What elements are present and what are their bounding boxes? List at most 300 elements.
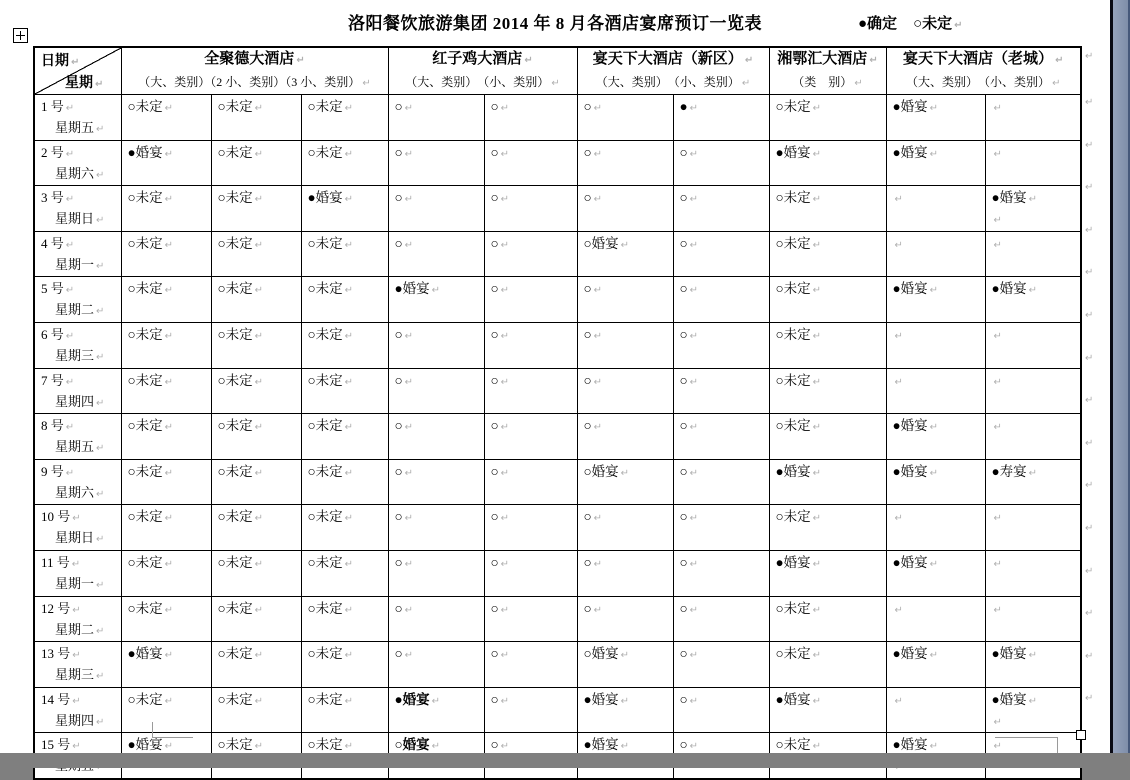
date-cell[interactable] xyxy=(34,459,121,505)
booking-cell[interactable] xyxy=(211,505,301,551)
hotel-name: 湘鄂汇大酒店 ↵ xyxy=(777,51,878,67)
booking-cell[interactable] xyxy=(301,596,388,642)
booking-cell[interactable] xyxy=(886,186,985,232)
booking-cell[interactable] xyxy=(769,505,886,551)
booking-status xyxy=(491,325,574,346)
booking-status xyxy=(584,143,670,164)
booking-cell[interactable] xyxy=(769,687,886,733)
booking-status xyxy=(776,97,883,118)
date-week-corner-header[interactable] xyxy=(34,47,121,95)
date-week: 星期二 ↵ xyxy=(55,621,105,637)
booking-status xyxy=(395,97,481,118)
booking-status xyxy=(218,644,298,665)
date-cell[interactable] xyxy=(34,550,121,596)
booking-status xyxy=(776,234,883,255)
booking-status xyxy=(680,325,766,346)
booking-status xyxy=(128,325,208,346)
booking-cell[interactable] xyxy=(211,95,301,141)
paragraph-mark: ↵ xyxy=(65,103,75,114)
booking-cell[interactable] xyxy=(577,687,673,733)
booking-status-text: ○未定 xyxy=(775,99,811,114)
booking-cell[interactable] xyxy=(301,459,388,505)
paragraph-mark: ↵ xyxy=(500,650,510,662)
booking-cell[interactable] xyxy=(121,505,211,551)
booking-cell[interactable] xyxy=(886,505,985,551)
paragraph-mark: ↵ xyxy=(929,650,939,662)
booking-cell[interactable] xyxy=(886,231,985,277)
booking-cell[interactable] xyxy=(985,322,1081,368)
booking-status xyxy=(680,599,766,620)
booking-cell[interactable] xyxy=(769,186,886,232)
booking-status xyxy=(308,97,385,118)
booking-cell[interactable] xyxy=(886,322,985,368)
paragraph-mark: ↵ xyxy=(254,422,264,434)
booking-status-text: ●婚宴 xyxy=(775,463,811,479)
booking-cell[interactable] xyxy=(301,231,388,277)
paragraph-mark: ↵ xyxy=(500,148,510,160)
booking-cell[interactable] xyxy=(985,596,1081,642)
booking-status-text: ○未定 xyxy=(127,691,163,707)
booking-cell[interactable] xyxy=(577,186,673,232)
paragraph-mark: ↵ xyxy=(812,103,822,114)
vertical-scrollbar[interactable] xyxy=(1110,0,1130,753)
booking-cell[interactable] xyxy=(673,687,769,733)
hotel-header[interactable] xyxy=(769,47,886,95)
booking-cell[interactable] xyxy=(673,414,769,460)
paragraph-mark: ↵ xyxy=(993,513,1002,525)
date-day: 5 号 ↵ xyxy=(41,281,75,297)
booking-cell[interactable] xyxy=(985,231,1081,277)
hotel-name: 宴天下大酒店（新区） ↵ xyxy=(592,51,754,67)
booking-cell[interactable] xyxy=(388,186,484,232)
booking-status-text: ●婚宴 xyxy=(991,281,1027,297)
booking-cell[interactable] xyxy=(985,368,1081,414)
booking-cell[interactable] xyxy=(985,277,1081,323)
booking-status xyxy=(128,644,208,665)
paragraph-mark: ↵ xyxy=(344,513,354,525)
paragraph-mark: ↵ xyxy=(929,285,939,297)
booking-cell[interactable] xyxy=(577,95,673,141)
paragraph-mark: ↵ xyxy=(1085,51,1094,62)
booking-cell[interactable] xyxy=(673,277,769,323)
booking-cell[interactable] xyxy=(769,414,886,460)
booking-status xyxy=(893,325,982,346)
booking-cell[interactable] xyxy=(211,231,301,277)
booking-status-text: ○未定 xyxy=(127,190,163,206)
paragraph-mark: ↵ xyxy=(96,488,105,500)
booking-cell[interactable] xyxy=(211,277,301,323)
booking-cell[interactable] xyxy=(388,277,484,323)
booking-cell[interactable] xyxy=(769,368,886,414)
booking-cell[interactable] xyxy=(769,550,886,596)
booking-cell[interactable] xyxy=(769,231,886,277)
booking-cell[interactable] xyxy=(673,140,769,186)
booking-status xyxy=(395,143,481,164)
booking-cell[interactable] xyxy=(211,687,301,733)
booking-cell[interactable] xyxy=(121,140,211,186)
date-week: 星期六 ↵ xyxy=(55,484,105,500)
booking-status xyxy=(395,416,481,437)
booking-cell[interactable] xyxy=(769,642,886,688)
date-week: 星期三 ↵ xyxy=(55,347,105,363)
booking-cell[interactable] xyxy=(886,414,985,460)
booking-status-text: ○未定 xyxy=(307,600,343,616)
booking-cell[interactable] xyxy=(673,368,769,414)
booking-cell[interactable] xyxy=(484,459,577,505)
booking-cell[interactable] xyxy=(388,642,484,688)
booking-status xyxy=(491,279,574,300)
paragraph-mark: ↵ xyxy=(254,194,264,206)
booking-status xyxy=(992,690,1078,711)
paragraph-mark: ↵ xyxy=(993,604,1002,616)
paragraph-mark: ↵ xyxy=(404,513,414,525)
booking-cell[interactable] xyxy=(985,186,1081,232)
booking-cell[interactable] xyxy=(985,140,1081,186)
booking-cell[interactable] xyxy=(211,322,301,368)
booking-status-text: ●婚宴 xyxy=(127,737,163,753)
booking-cell[interactable] xyxy=(121,642,211,688)
booking-cell[interactable] xyxy=(484,95,577,141)
paragraph-mark: ↵ xyxy=(96,671,105,683)
date-day: 15 号 ↵ xyxy=(41,737,81,753)
booking-cell[interactable] xyxy=(886,140,985,186)
booking-cell[interactable] xyxy=(211,642,301,688)
paragraph-mark: ↵ xyxy=(894,695,903,707)
booking-cell[interactable] xyxy=(484,505,577,551)
booking-cell[interactable] xyxy=(484,231,577,277)
date-day: 1 号 ↵ xyxy=(41,99,75,114)
date-cell[interactable] xyxy=(34,414,121,460)
booking-cell[interactable] xyxy=(577,459,673,505)
booking-cell[interactable] xyxy=(301,322,388,368)
booking-cell[interactable] xyxy=(673,642,769,688)
table-row xyxy=(34,459,1081,505)
date-week: 星期一 ↵ xyxy=(55,575,105,591)
booking-status-text: ○ xyxy=(490,326,499,342)
date-cell[interactable] xyxy=(34,277,121,323)
booking-cell[interactable] xyxy=(484,414,577,460)
booking-cell[interactable] xyxy=(886,687,985,733)
booking-cell[interactable] xyxy=(211,596,301,642)
hotel-subcategories: （大、类别）（2 小、类别）（3 小、类别） ↵ xyxy=(138,75,371,89)
booking-status-text: ○ xyxy=(490,144,499,160)
paragraph-mark: ↵ xyxy=(812,148,822,160)
booking-cell[interactable] xyxy=(211,459,301,505)
booking-cell[interactable] xyxy=(886,368,985,414)
booking-cell[interactable] xyxy=(484,322,577,368)
booking-status xyxy=(218,279,298,300)
booking-status-text: ○ xyxy=(490,190,499,206)
booking-cell[interactable] xyxy=(484,687,577,733)
booking-status xyxy=(584,507,670,528)
booking-cell[interactable] xyxy=(388,550,484,596)
paragraph-mark: ↵ xyxy=(812,239,822,251)
booking-status xyxy=(218,143,298,164)
booking-status xyxy=(893,416,982,437)
paragraph-mark: ↵ xyxy=(164,558,174,570)
paragraph-mark: ↵ xyxy=(593,103,603,114)
booking-cell[interactable] xyxy=(121,368,211,414)
booking-cell[interactable] xyxy=(388,459,484,505)
booking-cell[interactable] xyxy=(577,368,673,414)
booking-cell[interactable] xyxy=(673,550,769,596)
paragraph-mark: ↵ xyxy=(689,650,699,662)
booking-cell[interactable] xyxy=(577,322,673,368)
booking-cell[interactable] xyxy=(484,186,577,232)
booking-status xyxy=(218,599,298,620)
date-cell[interactable] xyxy=(34,687,121,733)
booking-cell[interactable] xyxy=(211,186,301,232)
booking-cell[interactable] xyxy=(388,687,484,733)
booking-cell[interactable] xyxy=(673,459,769,505)
date-day: 11 号 ↵ xyxy=(41,554,81,570)
booking-status-text: ○未定 xyxy=(217,190,253,206)
date-day: 3 号 ↵ xyxy=(41,190,75,206)
paragraph-mark: ↵ xyxy=(551,78,560,89)
booking-status xyxy=(218,325,298,346)
booking-cell[interactable] xyxy=(484,368,577,414)
paragraph-mark: ↵ xyxy=(431,285,441,297)
booking-status-text: ●婚宴 xyxy=(991,646,1027,662)
paragraph-mark: ↵ xyxy=(689,741,699,753)
paragraph-mark: ↵ xyxy=(620,695,630,707)
date-cell[interactable] xyxy=(34,322,121,368)
paragraph-mark: ↵ xyxy=(593,194,603,206)
table-row xyxy=(34,414,1081,460)
date-cell[interactable] xyxy=(34,231,121,277)
booking-cell[interactable] xyxy=(121,596,211,642)
date-cell[interactable] xyxy=(34,368,121,414)
booking-cell[interactable] xyxy=(769,277,886,323)
booking-status-text: ●婚宴 xyxy=(892,418,928,434)
booking-cell[interactable] xyxy=(577,140,673,186)
booking-status xyxy=(776,188,883,209)
table-resize-handle[interactable] xyxy=(1076,730,1086,740)
paragraph-mark: ↵ xyxy=(812,467,822,479)
hotel-header[interactable] xyxy=(388,47,577,95)
booking-cell[interactable] xyxy=(484,550,577,596)
booking-cell[interactable] xyxy=(301,687,388,733)
paragraph-mark: ↵ xyxy=(96,579,105,591)
paragraph-mark: ↵ xyxy=(65,194,75,206)
date-cell[interactable] xyxy=(34,95,121,141)
booking-cell[interactable] xyxy=(577,642,673,688)
booking-cell[interactable] xyxy=(388,414,484,460)
booking-status xyxy=(680,279,766,300)
booking-cell[interactable] xyxy=(673,596,769,642)
paragraph-mark: ↵ xyxy=(500,695,510,707)
booking-cell[interactable] xyxy=(577,596,673,642)
booking-cell[interactable] xyxy=(388,368,484,414)
date-cell[interactable] xyxy=(34,186,121,232)
date-cell[interactable] xyxy=(34,140,121,186)
booking-cell[interactable] xyxy=(388,140,484,186)
booking-status-text: ●婚宴 xyxy=(394,691,430,707)
paragraph-mark: ↵ xyxy=(404,650,414,662)
booking-status xyxy=(992,279,1078,300)
paragraph-mark: ↵ xyxy=(404,148,414,160)
booking-cell[interactable] xyxy=(301,550,388,596)
booking-status xyxy=(128,462,208,483)
booking-cell[interactable] xyxy=(769,140,886,186)
booking-status-text: ○未定 xyxy=(217,554,253,570)
booking-cell[interactable] xyxy=(121,231,211,277)
booking-cell[interactable] xyxy=(121,277,211,323)
booking-cell[interactable] xyxy=(301,414,388,460)
booking-status-text: ○未定 xyxy=(127,600,163,616)
booking-cell[interactable] xyxy=(121,550,211,596)
paragraph-mark: ↵ xyxy=(254,604,264,616)
booking-cell[interactable] xyxy=(769,596,886,642)
booking-cell[interactable] xyxy=(985,550,1081,596)
booking-cell[interactable] xyxy=(388,95,484,141)
date-day: 2 号 ↵ xyxy=(41,144,75,160)
booking-cell[interactable] xyxy=(121,95,211,141)
paragraph-mark: ↵ xyxy=(96,351,105,363)
booking-status-text: ○未定 xyxy=(775,600,811,616)
booking-cell[interactable] xyxy=(301,368,388,414)
booking-status xyxy=(893,644,982,665)
booking-status-text: ●婚宴 xyxy=(892,463,928,479)
booking-status-text: ○ xyxy=(394,235,403,251)
booking-cell[interactable] xyxy=(985,505,1081,551)
booking-cell[interactable] xyxy=(211,550,301,596)
paragraph-mark: ↵ xyxy=(744,55,754,66)
booking-cell[interactable] xyxy=(211,140,301,186)
booking-cell[interactable] xyxy=(388,596,484,642)
hotel-subcategories: （大、类别） （小、类别） ↵ xyxy=(595,75,751,89)
booking-cell[interactable] xyxy=(577,414,673,460)
booking-cell[interactable] xyxy=(985,95,1081,141)
hotel-header[interactable] xyxy=(886,47,1081,95)
booking-cell[interactable] xyxy=(577,231,673,277)
booking-status xyxy=(491,234,574,255)
booking-status xyxy=(992,553,1078,574)
booking-cell[interactable] xyxy=(211,414,301,460)
paragraph-mark: ↵ xyxy=(620,467,630,479)
paragraph-mark: ↵ xyxy=(96,397,105,409)
paragraph-mark: ↵ xyxy=(993,215,1002,227)
date-cell[interactable] xyxy=(34,596,121,642)
paragraph-mark: ↵ xyxy=(1028,194,1038,206)
booking-status-text: ○未定 xyxy=(775,737,811,753)
paragraph-mark: ↵ xyxy=(164,285,174,297)
hotel-header[interactable] xyxy=(577,47,769,95)
booking-status xyxy=(308,599,385,620)
booking-status xyxy=(491,644,574,665)
booking-cell[interactable] xyxy=(985,459,1081,505)
paragraph-mark: ↵ xyxy=(65,376,75,388)
booking-cell[interactable] xyxy=(121,186,211,232)
booking-cell[interactable] xyxy=(301,140,388,186)
booking-cell[interactable] xyxy=(388,231,484,277)
booking-cell[interactable] xyxy=(577,277,673,323)
booking-status xyxy=(680,507,766,528)
booking-cell[interactable] xyxy=(577,550,673,596)
date-cell[interactable] xyxy=(34,505,121,551)
booking-cell[interactable] xyxy=(577,505,673,551)
booking-cell[interactable] xyxy=(673,505,769,551)
booking-cell[interactable] xyxy=(484,140,577,186)
booking-status-text: ○未定 xyxy=(307,418,343,434)
date-day: 8 号 ↵ xyxy=(41,418,75,434)
paragraph-mark: ↵ xyxy=(993,148,1002,160)
booking-cell[interactable] xyxy=(673,95,769,141)
booking-status xyxy=(395,507,481,528)
booking-cell[interactable] xyxy=(301,277,388,323)
booking-cell[interactable] xyxy=(484,277,577,323)
paragraph-mark: ↵ xyxy=(993,716,1002,728)
header-row xyxy=(34,47,1081,95)
booking-cell[interactable] xyxy=(769,322,886,368)
paragraph-mark: ↵ xyxy=(689,604,699,616)
booking-cell[interactable] xyxy=(886,596,985,642)
booking-cell[interactable] xyxy=(886,95,985,141)
paragraph-mark: ↵ xyxy=(500,604,510,616)
text-boundary-mark xyxy=(995,737,1058,753)
booking-cell[interactable] xyxy=(121,414,211,460)
banquet-table xyxy=(33,46,1082,780)
booking-cell[interactable] xyxy=(769,95,886,141)
booking-cell[interactable] xyxy=(886,642,985,688)
booking-cell[interactable] xyxy=(673,186,769,232)
paragraph-mark: ↵ xyxy=(72,695,81,707)
booking-cell[interactable] xyxy=(484,596,577,642)
booking-cell[interactable] xyxy=(121,459,211,505)
booking-status xyxy=(128,97,208,118)
booking-cell[interactable] xyxy=(484,642,577,688)
paragraph-mark: ↵ xyxy=(1085,352,1094,364)
booking-cell[interactable] xyxy=(301,95,388,141)
paragraph-mark: ↵ xyxy=(344,376,354,388)
booking-status-text: ○ xyxy=(679,554,688,570)
booking-cell[interactable] xyxy=(211,368,301,414)
booking-cell[interactable] xyxy=(301,505,388,551)
booking-cell[interactable] xyxy=(985,642,1081,688)
paragraph-mark: ↵ xyxy=(854,78,863,89)
booking-cell[interactable] xyxy=(769,459,886,505)
text-boundary-mark xyxy=(152,722,193,738)
booking-status-text: ○ xyxy=(679,144,688,160)
booking-cell[interactable] xyxy=(985,687,1081,733)
hotel-header[interactable] xyxy=(121,47,388,95)
booking-status xyxy=(776,143,883,164)
table-row xyxy=(34,596,1081,642)
booking-cell[interactable] xyxy=(388,505,484,551)
booking-cell[interactable] xyxy=(985,414,1081,460)
paragraph-mark: ↵ xyxy=(1085,224,1094,236)
booking-cell[interactable] xyxy=(886,459,985,505)
booking-cell[interactable] xyxy=(121,322,211,368)
paragraph-mark: ↵ xyxy=(929,422,939,434)
booking-status xyxy=(128,690,208,711)
booking-cell[interactable] xyxy=(388,322,484,368)
booking-status xyxy=(395,553,481,574)
booking-cell[interactable] xyxy=(301,186,388,232)
paragraph-mark: ↵ xyxy=(254,650,264,662)
booking-cell[interactable] xyxy=(301,642,388,688)
booking-status-text: ○ xyxy=(394,509,403,525)
paragraph-mark: ↵ xyxy=(164,376,174,388)
window-bottom-edge xyxy=(0,753,1130,768)
booking-status-text: ○ xyxy=(394,600,403,616)
booking-cell[interactable] xyxy=(886,277,985,323)
date-cell[interactable] xyxy=(34,642,121,688)
booking-cell[interactable] xyxy=(673,231,769,277)
booking-cell[interactable] xyxy=(886,550,985,596)
booking-cell[interactable] xyxy=(673,322,769,368)
booking-status-text: ○未定 xyxy=(127,509,163,525)
